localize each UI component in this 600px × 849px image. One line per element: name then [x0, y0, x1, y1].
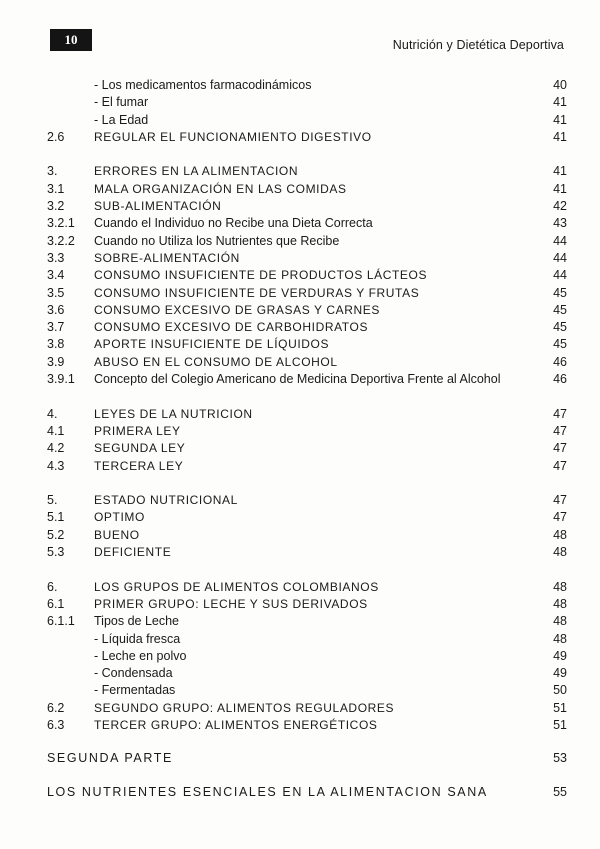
section-spacer	[0, 768, 600, 784]
toc-entry[interactable]	[0, 750, 600, 767]
toc-entry-number: 3.8	[47, 337, 65, 352]
toc-entry-title: - Leche en polvo	[94, 648, 187, 663]
toc-entry-number: 6.1	[47, 596, 65, 611]
toc-entry-page: 51	[553, 700, 567, 715]
toc-entry[interactable]	[0, 631, 600, 648]
toc-entry-title: - La Edad	[94, 112, 149, 127]
toc-entry-page: 43	[553, 216, 567, 231]
toc-entry[interactable]	[0, 700, 600, 717]
section-spacer	[0, 146, 600, 163]
toc-entry[interactable]	[0, 129, 600, 146]
toc-entry-number: 5.2	[47, 527, 65, 542]
toc-entry-title: - Líquida fresca	[94, 631, 181, 646]
toc-entry-title: SUB-ALIMENTACIÓN	[94, 199, 222, 214]
toc-entry[interactable]	[0, 233, 600, 250]
toc-entry-number: 5.3	[47, 545, 65, 560]
toc-entry[interactable]	[0, 319, 600, 336]
toc-entry[interactable]	[0, 406, 600, 423]
toc-entry-title: - Fermentadas	[94, 683, 176, 698]
toc-entry-page: 48	[553, 614, 567, 629]
toc-entry-title: SOBRE-ALIMENTACIÓN	[94, 250, 240, 265]
toc-entry-number: 4.1	[47, 423, 65, 438]
toc-entry-number: 3.2.2	[47, 233, 75, 248]
toc-entry-title: ESTADO NUTRICIONAL	[94, 493, 238, 508]
toc-entry-title: BUENO	[94, 527, 140, 542]
toc-entry-number: 3.7	[47, 320, 65, 335]
toc-entry[interactable]	[0, 250, 600, 267]
toc-entry-number: 5.1	[47, 510, 65, 525]
section-spacer	[0, 475, 600, 492]
toc-entry[interactable]	[0, 717, 600, 734]
toc-entry-page: 47	[553, 423, 567, 438]
toc-entry-number: 3.9	[47, 354, 65, 369]
toc-entry-title: Concepto del Colegio Americano de Medicina Deportiva Frente al Alcohol	[94, 372, 501, 387]
toc-entry-page: 47	[553, 406, 567, 421]
toc-entry-number: 3.3	[47, 250, 65, 265]
toc-entry-page: 42	[553, 199, 567, 214]
toc-entry-number: 6.2	[47, 700, 65, 715]
toc-entry-title: LOS GRUPOS DE ALIMENTOS COLOMBIANOS	[94, 579, 379, 594]
toc-entry[interactable]	[0, 648, 600, 665]
toc-entry[interactable]	[0, 784, 600, 801]
toc-entry-number: 5.	[47, 493, 58, 508]
toc-entry-page: 53	[553, 751, 567, 766]
toc-entry-page: 41	[553, 112, 567, 127]
toc-entry[interactable]	[0, 285, 600, 302]
toc-entry-page: 45	[553, 337, 567, 352]
toc-entry-page: 48	[553, 596, 567, 611]
toc-entry-number: 3.5	[47, 285, 65, 300]
toc-entry-title: - Los medicamentos farmacodinámicos	[94, 78, 312, 92]
toc-entry-number: 6.1.1	[47, 614, 75, 629]
toc-entry-title: DEFICIENTE	[94, 545, 172, 560]
toc-entry-page: 45	[553, 285, 567, 300]
toc-entry-title: PRIMERA LEY	[94, 423, 181, 438]
toc-entry[interactable]	[0, 336, 600, 353]
toc-entry[interactable]	[0, 665, 600, 682]
toc-entry-title: PRIMER GRUPO: LECHE Y SUS DERIVADOS	[94, 596, 368, 611]
toc-entry-number: 2.6	[47, 129, 65, 144]
toc-entry-number: 3.2.1	[47, 216, 75, 231]
toc-entry-title: REGULAR EL FUNCIONAMIENTO DIGESTIVO	[94, 129, 372, 144]
toc-entry[interactable]	[0, 267, 600, 284]
toc-entry-title: Cuando no Utiliza los Nutrientes que Recibe	[94, 233, 340, 248]
toc-entry[interactable]	[0, 423, 600, 440]
toc-entry-page: 45	[553, 302, 567, 317]
toc-entry-title: SEGUNDO GRUPO: ALIMENTOS REGULADORES	[94, 700, 395, 715]
toc-entry[interactable]	[0, 458, 600, 475]
toc-entry-page: 41	[553, 95, 567, 110]
toc-entry-page: 48	[553, 579, 567, 594]
toc-entry-title: - El fumar	[94, 95, 149, 110]
toc-entry[interactable]	[0, 440, 600, 457]
toc-entry-page: 44	[553, 250, 567, 265]
toc-entry[interactable]	[0, 579, 600, 596]
toc-entry-title: LEYES DE LA NUTRICION	[94, 406, 253, 421]
toc-entry-page: 41	[553, 164, 567, 179]
toc-entry-page: 41	[553, 181, 567, 196]
toc-entry-title: CONSUMO EXCESIVO DE CARBOHIDRATOS	[94, 320, 369, 335]
toc-entry-number: 4.2	[47, 441, 65, 456]
toc-entry-number: 3.6	[47, 302, 65, 317]
toc-entry-title: TERCER GRUPO: ALIMENTOS ENERGÉTICOS	[94, 717, 378, 732]
toc-entry-page: 40	[553, 78, 567, 92]
page-number-badge: 10	[50, 29, 92, 51]
toc-entry-page: 51	[553, 717, 567, 732]
toc-entry[interactable]	[0, 198, 600, 215]
toc-entry-page: 48	[553, 527, 567, 542]
toc-entry[interactable]	[0, 354, 600, 371]
toc-entry-title: ABUSO EN EL CONSUMO DE ALCOHOL	[94, 354, 338, 369]
toc-entry[interactable]	[0, 163, 600, 180]
toc-entry[interactable]	[0, 77, 600, 94]
toc-entry-page: 55	[553, 784, 567, 799]
toc-entry-number: 4.3	[47, 458, 65, 473]
toc-entry-page: 47	[553, 510, 567, 525]
toc-entry-title: ERRORES EN LA ALIMENTACION	[94, 164, 299, 179]
toc-entry-page: 50	[553, 683, 567, 698]
toc-entry-title: - Condensada	[94, 666, 173, 681]
table-of-contents	[0, 77, 600, 801]
toc-entry[interactable]	[0, 527, 600, 544]
toc-entry-number: 3.	[47, 164, 58, 179]
toc-entry-page: 46	[553, 372, 567, 387]
toc-entry-number: 4.	[47, 406, 58, 421]
toc-entry-page: 49	[553, 648, 567, 663]
toc-entry-page: 44	[553, 233, 567, 248]
toc-entry[interactable]	[0, 94, 600, 111]
running-title: Nutrición y Dietética Deportiva	[392, 38, 564, 52]
toc-entry[interactable]	[0, 215, 600, 232]
toc-entry-number: 6.	[47, 579, 58, 594]
toc-entry-title: CONSUMO INSUFICIENTE DE PRODUCTOS LÁCTEOS	[94, 268, 428, 283]
toc-entry-page: 46	[553, 354, 567, 369]
toc-entry-title: OPTIMO	[94, 510, 145, 525]
toc-entry-title: APORTE INSUFICIENTE DE LÍQUIDOS	[94, 337, 330, 352]
toc-entry[interactable]	[0, 682, 600, 699]
toc-entry-page: 48	[553, 545, 567, 560]
toc-entry-title: Cuando el Individuo no Recibe una Dieta Correcta	[94, 216, 373, 231]
toc-entry-number: 6.3	[47, 717, 65, 732]
toc-entry[interactable]	[0, 544, 600, 561]
toc-entry-number: 3.2	[47, 199, 65, 214]
toc-entry-page: 47	[553, 441, 567, 456]
toc-entry-page: 47	[553, 458, 567, 473]
section-spacer	[0, 561, 600, 578]
toc-entry-page: 45	[553, 320, 567, 335]
section-spacer	[0, 734, 600, 750]
toc-entry[interactable]	[0, 613, 600, 630]
toc-entry-page: 47	[553, 493, 567, 508]
toc-entry-title: CONSUMO EXCESIVO DE GRASAS Y CARNES	[94, 302, 380, 317]
toc-entry[interactable]	[0, 302, 600, 319]
toc-entry-title: CONSUMO INSUFICIENTE DE VERDURAS Y FRUTAS	[94, 285, 420, 300]
toc-entry-page: 41	[553, 129, 567, 144]
toc-entry[interactable]	[0, 596, 600, 613]
toc-entry[interactable]	[0, 492, 600, 509]
toc-entry-title: LOS NUTRIENTES ESENCIALES EN LA ALIMENTACION SANA	[47, 784, 488, 799]
toc-entry-title: SEGUNDA LEY	[94, 441, 186, 456]
toc-entry-page: 49	[553, 666, 567, 681]
toc-entry-title: MALA ORGANIZACIÓN EN LAS COMIDAS	[94, 181, 347, 196]
toc-entry[interactable]	[0, 112, 600, 129]
toc-entry-title: Tipos de Leche	[94, 614, 180, 629]
toc-entry-title: TERCERA LEY	[94, 458, 184, 473]
toc-entry[interactable]	[0, 509, 600, 526]
toc-entry-page: 48	[553, 631, 567, 646]
toc-entry-number: 3.9.1	[47, 372, 75, 387]
toc-entry[interactable]	[0, 181, 600, 198]
toc-entry-title: SEGUNDA PARTE	[47, 751, 173, 766]
toc-entry-page: 44	[553, 268, 567, 283]
toc-entry-number: 3.1	[47, 181, 65, 196]
toc-entry[interactable]	[0, 371, 600, 388]
toc-entry-number: 3.4	[47, 268, 65, 283]
section-spacer	[0, 388, 600, 405]
